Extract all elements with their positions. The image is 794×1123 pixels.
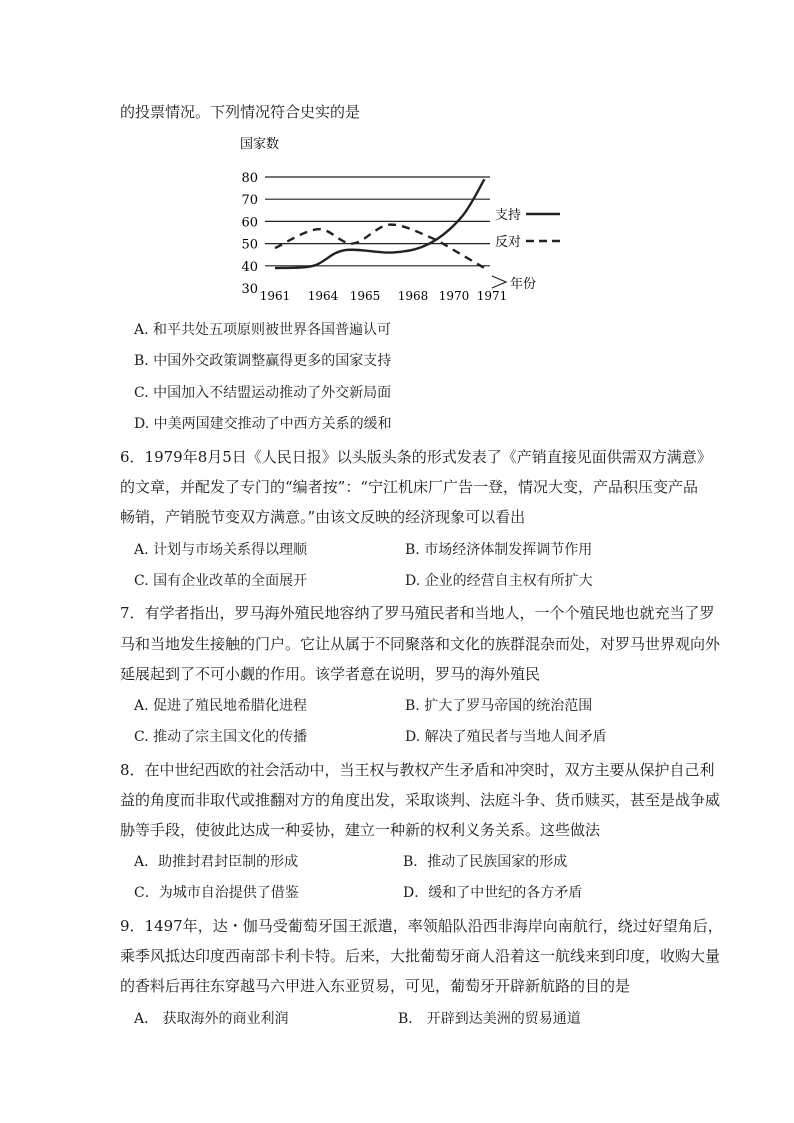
q9-stem-line-3: 的香料后再往东穿越马六甲进入东亚贸易，可见，葡萄牙开辟新航路的目的是 (120, 977, 631, 995)
q6-option-a: A. 计划与市场关系得以理顺 (134, 542, 308, 558)
q6-option-d: D. 企业的经营自主权有所扩大 (405, 573, 593, 589)
q5-option-d: D. 中美两国建交推动了中西方关系的缓和 (134, 416, 392, 432)
q9-option-a: A． 获取海外的商业利润 (134, 1011, 289, 1027)
q5-option-c: C. 中国加入不结盟运动推动了外交新局面 (134, 385, 392, 401)
q9-stem-line-2: 乘季风抵达印度西南部卡利卡特。后来，大批葡萄牙商人沿着这一航线来到印度，收购大量 (120, 947, 721, 965)
series-line-2 (275, 225, 484, 268)
y-tick-80: 80 (241, 171, 258, 186)
q6-option-c: C. 国有企业改革的全面展开 (134, 573, 308, 589)
q5-option-a: A. 和平共处五项原则被世界各国普遍认可 (134, 322, 392, 338)
y-tick-70: 70 (241, 193, 258, 209)
y-tick-50: 50 (241, 237, 258, 253)
y-tick-30: 30 (241, 282, 258, 297)
legend-label-2: 反对 (495, 235, 522, 250)
q7-stem-line-3: 延展起到了不可小觑的作用。该学者意在说明，罗马的海外殖民 (120, 665, 541, 683)
q8-option-c: C．为城市自治提供了借鉴 (134, 885, 299, 901)
q8-stem-line-3: 胁等手段，使彼此达成一种妥协，建立一种新的权利义务关系。这些做法 (120, 821, 601, 839)
y-axis-label: 国家数 (240, 137, 280, 152)
q7-stem-line-2: 马和当地发生接触的门户。它让从属于不同聚落和文化的族群混杂而处，对罗马世界观向外 (120, 635, 721, 653)
q6-stem-line-1: 6．1979年8月5日《人民日报》以头版头条的形式发表了《产销直接见面供需双方满意》 (120, 448, 712, 466)
x-axis-label: 年份 (510, 277, 537, 292)
voting-chart (230, 128, 570, 308)
q8-option-d: D．缓和了中世纪的各方矛盾 (403, 885, 583, 901)
q9-stem-line-1: 9．1497年，达・伽马受葡萄牙国王派遣，率领船队沿西非海岸向南航行，绕过好望角后， (120, 917, 723, 935)
q7-stem-line-1: 7．有学者指出，罗马海外殖民地容纳了罗马殖民者和当地人，一个个殖民地也就充当了罗 (120, 604, 715, 622)
x-tick-1968: 1968 (397, 289, 429, 303)
x-tick-1970: 1970 (438, 289, 470, 303)
x-tick-1964: 1964 (307, 289, 339, 303)
x-tick-1965: 1965 (349, 289, 381, 303)
q7-option-c: C. 推动了宗主国文化的传播 (134, 729, 308, 745)
legend-label-1: 支持 (495, 208, 522, 223)
q8-option-a: A．助推封君封臣制的形成 (134, 854, 299, 870)
question-intro: 的投票情况。下列情况符合史实的是 (120, 103, 361, 121)
series-line-1 (275, 179, 484, 268)
x-tick-1961: 1961 (259, 289, 291, 303)
x-axis-arrow (492, 276, 506, 288)
q9-option-b: B． 开辟到达美洲的贸易通道 (398, 1011, 581, 1027)
q6-stem-line-3: 畅销，产销脱节变双方满意。”由该文反映的经济现象可以看出 (120, 508, 526, 526)
q8-option-b: B．推动了民族国家的形成 (403, 854, 568, 870)
y-tick-40: 40 (241, 259, 258, 275)
q6-stem-line-2: 的文章，并配发了专门的“编者按”：“宁江机床厂广告一登，情况大变，产品积压变产品 (120, 478, 699, 496)
q8-stem-line-2: 益的角度而非取代或推翻对方的角度出发，采取谈判、法庭斗争、货币赎买，甚至是战争威 (120, 791, 721, 809)
q6-option-b: B. 市场经济体制发挥调节作用 (405, 542, 593, 558)
x-tick-1971: 1971 (476, 289, 508, 303)
y-tick-60: 60 (241, 215, 258, 231)
q7-option-a: A. 促进了殖民地希腊化进程 (134, 698, 308, 714)
q7-option-b: B. 扩大了罗马帝国的统治范围 (405, 698, 593, 714)
q5-option-b: B. 中国外交政策调整赢得更多的国家支持 (134, 353, 392, 369)
q7-option-d: D. 解决了殖民者与当地人间矛盾 (405, 729, 607, 745)
q8-stem-line-1: 8．在中世纪西欧的社会活动中，当王权与教权产生矛盾和冲突时，双方主要从保护自己利 (120, 761, 715, 779)
